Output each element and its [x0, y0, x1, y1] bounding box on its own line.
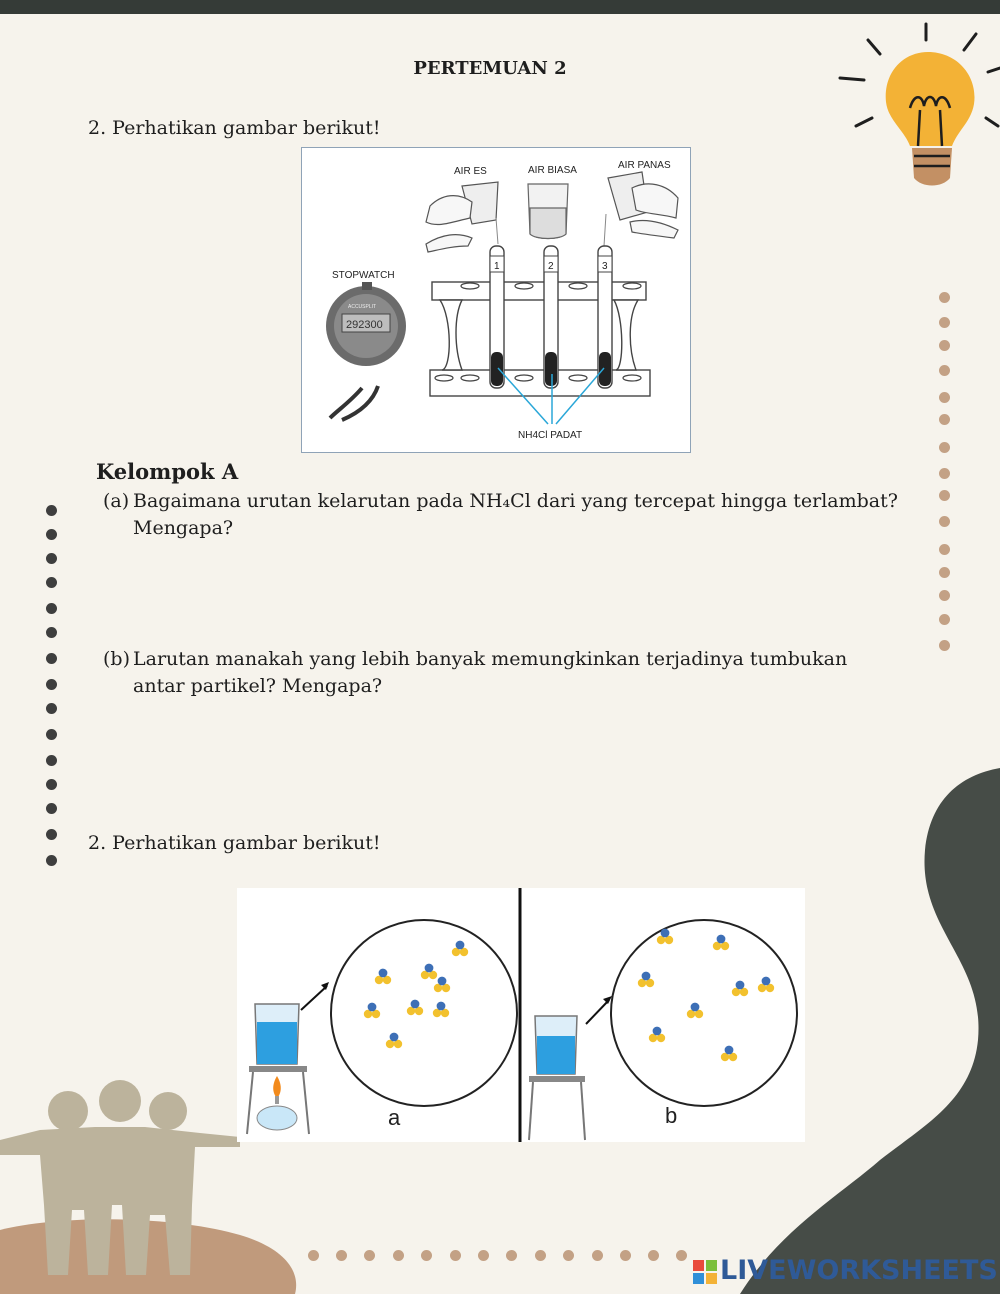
label-nh4cl-solid: NH4Cl PADAT [518, 430, 583, 441]
liveworksheets-logo-icon [693, 1260, 717, 1284]
question-b-text: Larutan manakah yang lebih banyak memungkinkan terjadinya tumbukan antar partikel? Mengapa? [133, 648, 848, 697]
right-dot-column [938, 292, 952, 656]
left-dot-column [45, 505, 59, 870]
people-silhouette-decoration [0, 1075, 250, 1275]
figure-particle-collision [237, 888, 805, 1142]
label-air-biasa: AIR BIASA [528, 165, 577, 176]
liveworksheets-logo [693, 1255, 998, 1286]
tube-2-label: 2 [548, 261, 554, 272]
section2-prompt: 2. Perhatikan gambar berikut! [88, 832, 381, 854]
stopwatch-display: 292300 [346, 319, 383, 331]
tube-3-label: 3 [602, 261, 608, 272]
lightbulb-icon [838, 22, 1000, 192]
page-title: PERTEMUAN 2 [413, 58, 567, 79]
label-air-es: AIR ES [454, 166, 487, 177]
label-air-panas: AIR PANAS [618, 160, 671, 171]
tube-1-label: 1 [494, 261, 500, 272]
panel-a-label: a [388, 1105, 401, 1130]
label-stopwatch: STOPWATCH [332, 270, 395, 281]
question-a-label: (a) [103, 490, 130, 512]
question-b [103, 646, 893, 700]
question-a [103, 488, 933, 542]
group-label: Kelompok A [96, 459, 239, 484]
stopwatch-brand: ACCUSPLIT [348, 304, 377, 310]
logo-text: LIVEWORKSHEETS [720, 1255, 998, 1286]
section1-prompt: 2. Perhatikan gambar berikut! [88, 117, 381, 139]
bottom-dot-row [308, 1250, 708, 1264]
question-a-text: Bagaimana urutan kelarutan pada NH₄Cl dari yang tercepat hingga terlambat? Mengapa? [133, 490, 898, 539]
panel-b-label: b [665, 1103, 678, 1128]
figure-dissolution-experiment [301, 147, 691, 453]
question-b-label: (b) [103, 648, 130, 670]
